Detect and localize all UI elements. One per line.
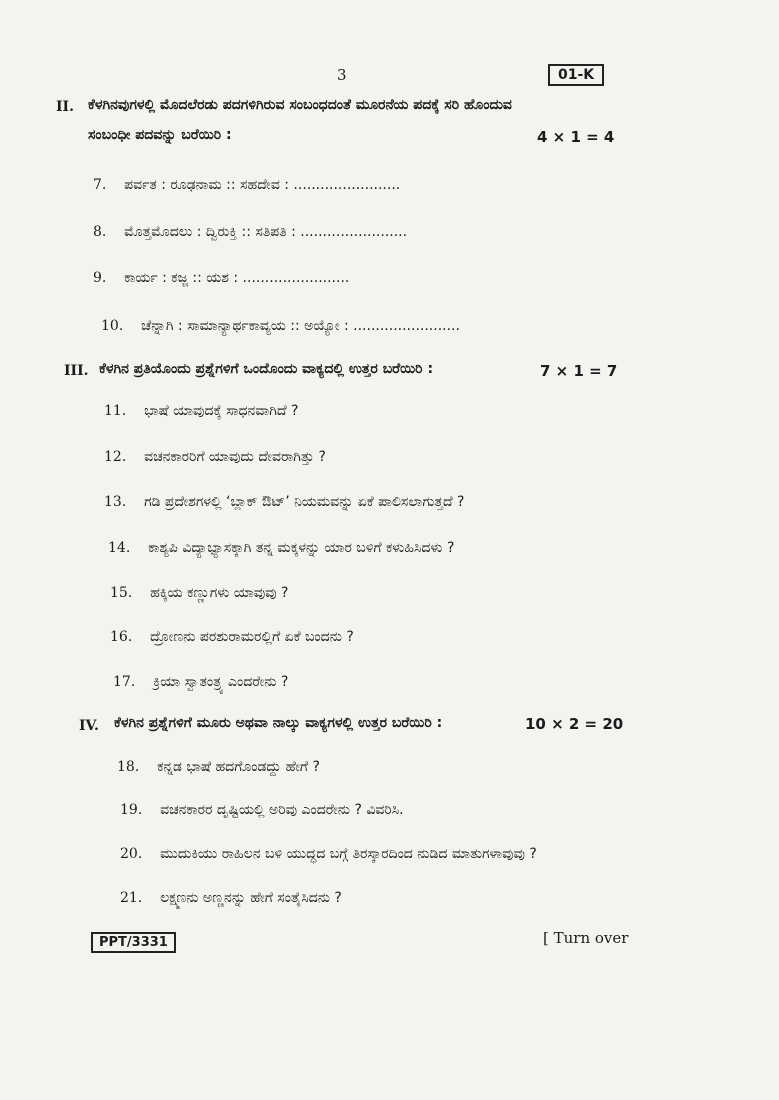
question-text: ಕಾಶ್ಯಪಿ ವಿದ್ಯಾಭ್ಯಾಸಕ್ಕಾಗಿ ತನ್ನ ಮಕ್ಕಳನ್ನು ಯಾರ ಬಳಿಗೆ ಕಳುಹಿಸಿದಳು ? <box>148 540 455 556</box>
section-ii-number: II. <box>56 99 74 115</box>
question-8 <box>93 224 407 240</box>
section-iii-number: III. <box>64 363 89 379</box>
question-text: ಕನ್ನಡ ಭಾಷೆ ಹದಗೊಂಡದ್ದು ಹೇಗೆ ? <box>157 759 320 775</box>
question-text: ವಚನಕಾರರಿಗೆ ಯಾವುದು ದೇವರಾಗಿತ್ತು ? <box>144 449 326 465</box>
section-ii-instruction-line2: ಸಂಬಂಧೀ ಪದವನ್ನು ಬರೆಯಿರಿ : <box>88 127 232 143</box>
footer-paper-code: PPT/3331 <box>91 932 176 953</box>
section-ii-instruction-line1: ಕೆಳಗಿನವುಗಳಲ್ಲಿ ಮೊದಲೆರಡು ಪದಗಳಿಗಿರುವ ಸಂಬಂಧದಂತೆ ಮೂರನೆಯ ಪದಕ್ಕೆ ಸರಿ ಹೊಂದುವ <box>88 97 512 113</box>
question-12 <box>104 449 326 465</box>
question-9 <box>93 270 349 286</box>
question-19 <box>120 802 404 818</box>
section-iv-marks: 10 × 2 = 20 <box>525 715 624 733</box>
question-number: 17. <box>113 674 136 690</box>
question-10 <box>101 318 460 334</box>
question-text: ಪರ್ವತ : ರೂಢನಾಮ :: ಸಹದೇವ : ........................ <box>124 177 401 193</box>
question-text: ಗಡಿ ಪ್ರದೇಶಗಳಲ್ಲಿ ‘ಬ್ಲಾಕ್ ಔಟ್’ ನಿಯಮವನ್ನು ಏಕೆ ಪಾಲಿಸಲಾಗುತ್ತದೆ ? <box>144 494 465 510</box>
section-iii-instruction: ಕೆಳಗಿನ ಪ್ರತಿಯೊಂದು ಪ್ರಶ್ನೆಗಳಿಗೆ ಒಂದೊಂದು ವಾಕ್ಯದಲ್ಲಿ ಉತ್ತರ ಬರೆಯಿರಿ : <box>99 361 434 377</box>
question-21 <box>120 890 342 906</box>
question-text: ಹಕ್ಕಿಯ ಕಣ್ಣುಗಳು ಯಾವುವು ? <box>150 585 289 601</box>
question-18 <box>117 759 320 775</box>
question-11 <box>104 403 298 419</box>
question-number: 16. <box>110 629 133 645</box>
question-text: ಮುದುಕಿಯು ರಾಹಿಲನ ಬಳಿ ಯುದ್ಧದ ಬಗ್ಗೆ ತಿರಸ್ಕಾರದಿಂದ ನುಡಿದ ಮಾತುಗಳಾವುವು ? <box>160 846 537 862</box>
question-7 <box>93 177 400 193</box>
question-16 <box>110 629 354 645</box>
question-15 <box>110 585 288 601</box>
question-text: ಲಕ್ಷ್ಮಣನು ಅಣ್ಣನನ್ನು ಹೇಗೆ ಸಂತೈಸಿದನು ? <box>160 890 342 906</box>
question-20 <box>120 846 537 862</box>
question-text: ದ್ರೋಣನು ಪರಶುರಾಮರಲ್ಲಿಗೆ ಏಕೆ ಬಂದನು ? <box>150 629 354 645</box>
question-number: 13. <box>104 494 127 510</box>
section-iv-number: IV. <box>79 718 99 734</box>
paper-code-box: 01-K <box>548 64 604 86</box>
question-text: ಮೊತ್ತಮೊದಲು : ದ್ವಿರುಕ್ತಿ :: ಸತಿಪತಿ : ........................ <box>124 224 408 240</box>
question-14 <box>108 540 454 556</box>
question-number: 12. <box>104 449 127 465</box>
page-number: 3 <box>337 66 347 84</box>
question-number: 20. <box>120 846 143 862</box>
question-number: 9. <box>93 270 107 286</box>
question-number: 8. <box>93 224 107 240</box>
question-text: ಕಾರ್ಯ : ಕಜ್ಜ :: ಯಶ : ........................ <box>124 270 350 286</box>
turn-over-note: [ Turn over <box>543 929 629 947</box>
question-number: 19. <box>120 802 143 818</box>
question-text: ಭಾಷೆ ಯಾವುದಕ್ಕೆ ಸಾಧನವಾಗಿದೆ ? <box>144 403 299 419</box>
question-17 <box>113 674 288 690</box>
question-number: 11. <box>104 403 127 419</box>
question-number: 18. <box>117 759 140 775</box>
question-13 <box>104 494 465 510</box>
section-ii-marks: 4 × 1 = 4 <box>537 128 615 146</box>
section-iii-marks: 7 × 1 = 7 <box>540 362 618 380</box>
question-number: 15. <box>110 585 133 601</box>
question-number: 21. <box>120 890 143 906</box>
section-iv-instruction: ಕೆಳಗಿನ ಪ್ರಶ್ನೆಗಳಿಗೆ ಮೂರು ಅಥವಾ ನಾಲ್ಕು ವಾಕ್ಯಗಳಲ್ಲಿ ಉತ್ತರ ಬರೆಯಿರಿ : <box>114 715 443 731</box>
question-number: 10. <box>101 318 124 334</box>
question-text: ವಚನಕಾರರ ದೃಷ್ಟಿಯಲ್ಲಿ ಅರಿವು ಎಂದರೇನು ? ವಿವರಿಸಿ. <box>160 802 404 818</box>
question-text: ಚೆನ್ನಾಗಿ : ಸಾಮಾನ್ಯಾರ್ಥಕಾವ್ಯಯ :: ಅಯ್ಯೋ : ........................ <box>141 318 460 334</box>
question-number: 14. <box>108 540 131 556</box>
question-text: ಕ್ರಿಯಾ ಸ್ವಾತಂತ್ರ್ಯ ಎಂದರೇನು ? <box>153 674 289 690</box>
question-number: 7. <box>93 177 107 193</box>
